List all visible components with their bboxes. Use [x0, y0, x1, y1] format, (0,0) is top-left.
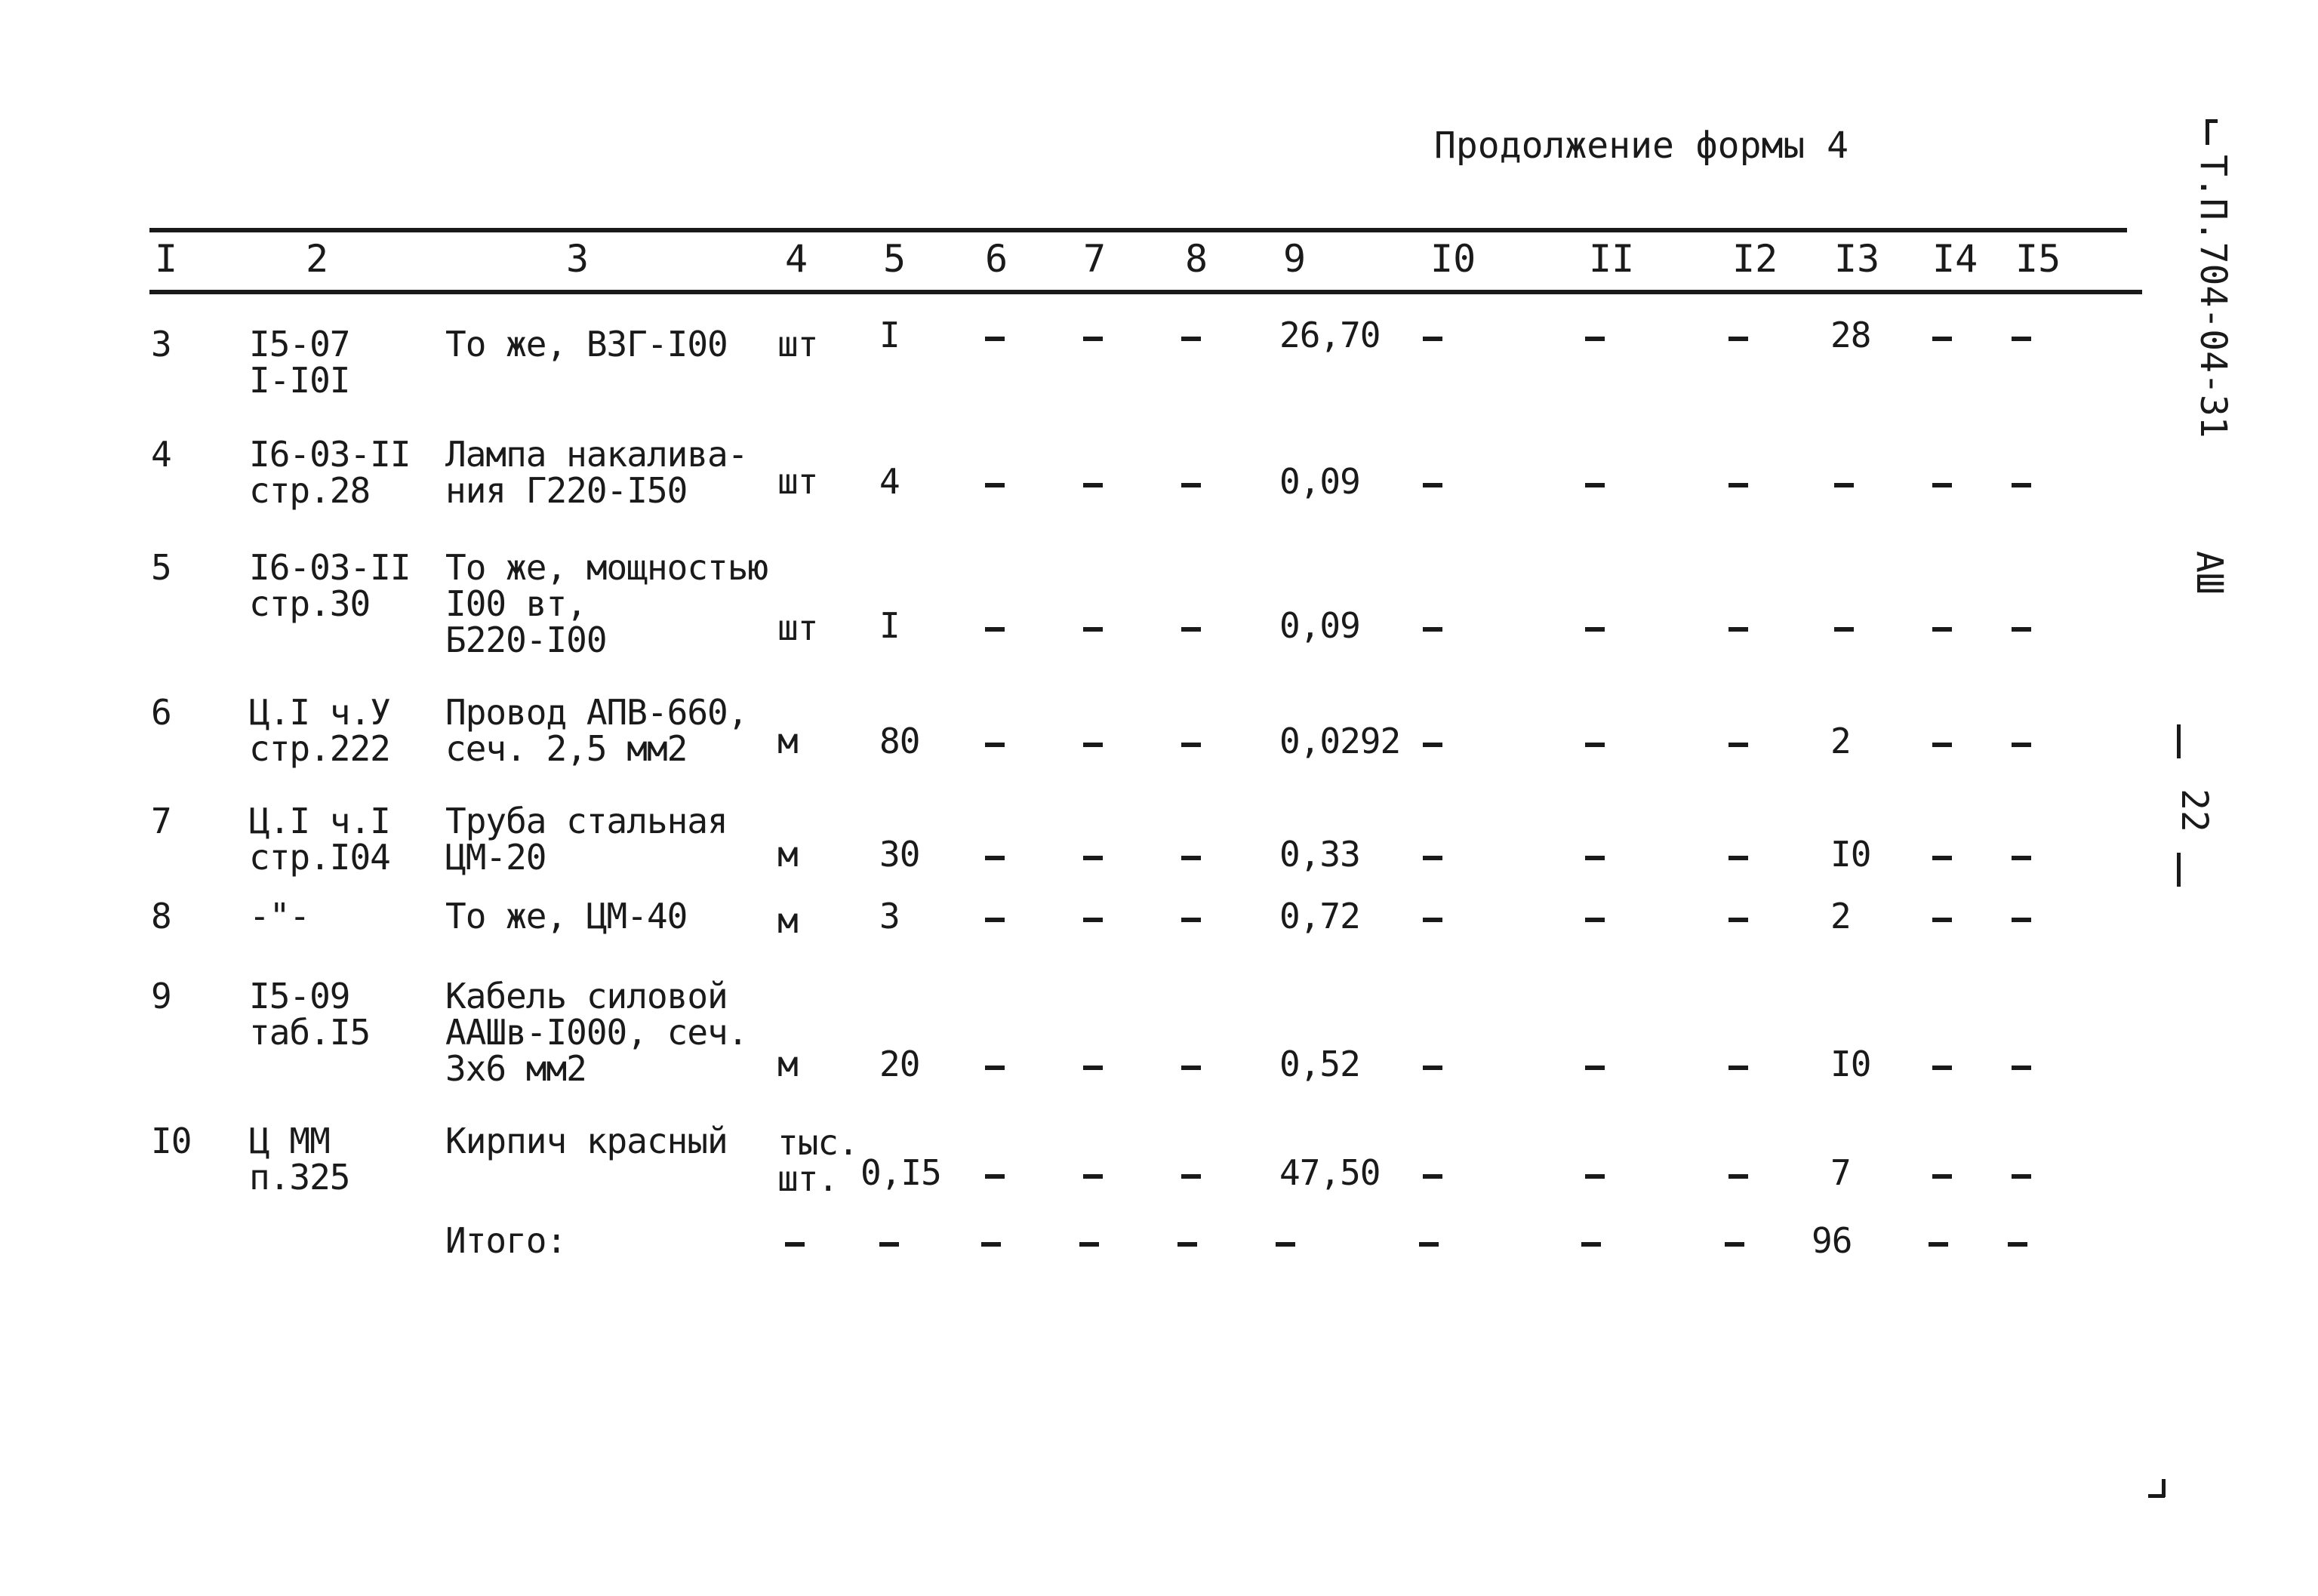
norm-reference: -"-	[249, 896, 310, 936]
empty-dash	[1181, 743, 1201, 747]
item-description: ния Г220-I50	[445, 470, 688, 511]
empty-dash	[985, 743, 1005, 747]
corner-mark-top	[2206, 119, 2209, 145]
empty-dash	[1083, 483, 1103, 487]
norm-reference: Ц.I ч.У	[249, 692, 390, 733]
column-header-9: 9	[1283, 237, 1307, 281]
empty-dash	[785, 1242, 805, 1247]
empty-dash	[1728, 1174, 1748, 1179]
column-13-value: 2	[1830, 896, 1851, 936]
page-title: Продолжение формы 4	[1434, 125, 1849, 167]
side-album-label: АШ	[2188, 551, 2230, 595]
unit-price: 0,52	[1279, 1044, 1360, 1084]
empty-dash	[1083, 856, 1103, 860]
empty-dash	[1419, 1242, 1439, 1247]
empty-dash	[1581, 1242, 1601, 1247]
item-description: 3х6 мм2	[445, 1048, 586, 1089]
column-13-value: 7	[1830, 1152, 1851, 1193]
item-description: То же, ЦМ-40	[445, 896, 688, 936]
norm-reference: Ц.I ч.I	[249, 801, 390, 841]
empty-dash	[1423, 483, 1442, 487]
empty-dash	[2012, 1174, 2031, 1179]
empty-dash	[2012, 918, 2031, 922]
row-number: 5	[151, 547, 171, 588]
empty-dash	[1423, 1174, 1442, 1179]
column-13-value: 2	[1830, 721, 1851, 761]
unit: шт	[777, 324, 818, 364]
empty-dash	[1932, 856, 1952, 860]
unit-price: 47,50	[1279, 1152, 1381, 1193]
item-description: Б220-I00	[445, 620, 607, 660]
empty-dash	[1181, 856, 1201, 860]
norm-reference: I6-03-II	[249, 434, 411, 475]
total-column-13: 96	[1812, 1220, 1852, 1261]
empty-dash	[1834, 483, 1854, 487]
empty-dash	[1932, 743, 1952, 747]
column-header-15: I5	[2015, 237, 2061, 281]
quantity: 30	[879, 834, 920, 875]
item-description: Провод АПВ-660,	[445, 692, 748, 733]
empty-dash	[1585, 483, 1605, 487]
row-number: 3	[151, 324, 171, 364]
empty-dash	[1181, 483, 1201, 487]
quantity: 0,I5	[860, 1152, 941, 1193]
side-tick-upper	[2177, 724, 2181, 758]
empty-dash	[981, 1242, 1001, 1247]
quantity: 20	[879, 1044, 920, 1084]
item-description: Кабель силовой	[445, 976, 728, 1016]
norm-reference: стр.I04	[249, 837, 390, 878]
empty-dash	[985, 1066, 1005, 1070]
empty-dash	[1585, 337, 1605, 341]
item-description: Кирпич красный	[445, 1121, 728, 1161]
item-description: Труба стальная	[445, 801, 728, 841]
empty-dash	[1585, 1174, 1605, 1179]
empty-dash	[2012, 743, 2031, 747]
unit-price: 0,33	[1279, 834, 1360, 875]
empty-dash	[1083, 1066, 1103, 1070]
empty-dash	[1181, 918, 1201, 922]
unit: шт	[777, 607, 818, 648]
unit-price: 26,70	[1279, 315, 1381, 355]
empty-dash	[1423, 627, 1442, 632]
empty-dash	[1181, 1174, 1201, 1179]
norm-reference: стр.30	[249, 583, 371, 624]
norm-reference: I-I0I	[249, 360, 350, 401]
side-document-code: Т.П.704-04-31	[2192, 155, 2234, 438]
side-page-number: 22	[2173, 789, 2215, 832]
column-header-10: I0	[1430, 237, 1476, 281]
column-13-value: I0	[1830, 1044, 1871, 1084]
quantity: 4	[879, 461, 900, 502]
unit-price: 0,0292	[1279, 721, 1401, 761]
empty-dash	[1932, 337, 1952, 341]
norm-reference: I5-09	[249, 976, 350, 1016]
empty-dash	[2012, 337, 2031, 341]
unit-price: 0,72	[1279, 896, 1360, 936]
corner-mark-top-h	[2206, 119, 2218, 123]
empty-dash	[1423, 918, 1442, 922]
table-top-rule	[149, 228, 2127, 232]
item-description: I00 вт,	[445, 583, 586, 624]
item-description: ЦМ-20	[445, 837, 546, 878]
empty-dash	[985, 483, 1005, 487]
empty-dash	[1585, 627, 1605, 632]
empty-dash	[2012, 483, 2031, 487]
empty-dash	[1083, 743, 1103, 747]
unit: шт.	[777, 1158, 839, 1199]
empty-dash	[1423, 337, 1442, 341]
norm-reference: Ц ММ	[249, 1121, 330, 1161]
empty-dash	[985, 627, 1005, 632]
empty-dash	[1728, 918, 1748, 922]
empty-dash	[1276, 1242, 1295, 1247]
empty-dash	[1728, 1066, 1748, 1070]
column-header-4: 4	[785, 237, 808, 281]
quantity: 80	[879, 721, 920, 761]
unit: м	[777, 900, 798, 941]
empty-dash	[1585, 856, 1605, 860]
quantity: I	[879, 605, 900, 646]
unit-price: 0,09	[1279, 605, 1360, 646]
norm-reference: таб.I5	[249, 1012, 371, 1053]
empty-dash	[1585, 743, 1605, 747]
norm-reference: п.325	[249, 1157, 350, 1198]
empty-dash	[1177, 1242, 1197, 1247]
empty-dash	[1932, 918, 1952, 922]
empty-dash	[1728, 856, 1748, 860]
item-description: То же, мощностью	[445, 547, 768, 588]
corner-mark-bottom-h	[2148, 1494, 2165, 1498]
empty-dash	[1083, 918, 1103, 922]
item-description: ААШв-I000, сеч.	[445, 1012, 748, 1053]
row-number: I0	[151, 1121, 192, 1161]
column-header-5: 5	[883, 237, 907, 281]
side-tick-lower	[2177, 853, 2181, 887]
item-description: То же, ВЗГ-I00	[445, 324, 728, 364]
row-number: 6	[151, 692, 171, 733]
row-number: 7	[151, 801, 171, 841]
empty-dash	[985, 337, 1005, 341]
column-header-7: 7	[1083, 237, 1107, 281]
empty-dash	[1932, 483, 1952, 487]
empty-dash	[985, 1174, 1005, 1179]
empty-dash	[2012, 856, 2031, 860]
empty-dash	[1083, 337, 1103, 341]
empty-dash	[2008, 1242, 2027, 1247]
row-number: 8	[151, 896, 171, 936]
unit: м	[777, 1044, 798, 1084]
row-number: 4	[151, 434, 171, 475]
total-label: Итого:	[445, 1220, 567, 1261]
table-header-rule	[149, 290, 2142, 294]
empty-dash	[1728, 483, 1748, 487]
empty-dash	[1728, 627, 1748, 632]
norm-reference: стр.222	[249, 728, 390, 769]
row-number: 9	[151, 976, 171, 1016]
item-description: сеч. 2,5 мм2	[445, 728, 688, 769]
item-description: Лампа накалива-	[445, 434, 748, 475]
empty-dash	[1585, 1066, 1605, 1070]
norm-reference: стр.28	[249, 470, 371, 511]
column-header-14: I4	[1932, 237, 1978, 281]
empty-dash	[1932, 627, 1952, 632]
quantity: I	[879, 315, 900, 355]
empty-dash	[1932, 1066, 1952, 1070]
empty-dash	[1181, 1066, 1201, 1070]
column-header-12: I2	[1732, 237, 1778, 281]
empty-dash	[1725, 1242, 1744, 1247]
norm-reference: I5-07	[249, 324, 350, 364]
column-header-13: I3	[1834, 237, 1880, 281]
empty-dash	[1181, 627, 1201, 632]
empty-dash	[985, 918, 1005, 922]
empty-dash	[1585, 918, 1605, 922]
empty-dash	[1083, 1174, 1103, 1179]
column-header-1: I	[155, 237, 178, 281]
empty-dash	[985, 856, 1005, 860]
column-13-value: 28	[1830, 315, 1871, 355]
column-header-11: II	[1589, 237, 1635, 281]
column-header-3: 3	[566, 237, 590, 281]
empty-dash	[1083, 627, 1103, 632]
empty-dash	[1423, 856, 1442, 860]
empty-dash	[1728, 337, 1748, 341]
empty-dash	[879, 1242, 899, 1247]
unit-price: 0,09	[1279, 461, 1360, 502]
column-header-6: 6	[985, 237, 1008, 281]
empty-dash	[1929, 1242, 1948, 1247]
empty-dash	[1834, 627, 1854, 632]
empty-dash	[1932, 1174, 1952, 1179]
empty-dash	[1079, 1242, 1099, 1247]
empty-dash	[1423, 743, 1442, 747]
column-header-8: 8	[1185, 237, 1208, 281]
empty-dash	[2012, 1066, 2031, 1070]
unit: тыс.	[777, 1122, 858, 1163]
column-header-2: 2	[306, 237, 329, 281]
empty-dash	[1181, 337, 1201, 341]
empty-dash	[1728, 743, 1748, 747]
unit: м	[777, 721, 798, 761]
quantity: 3	[879, 896, 900, 936]
column-13-value: I0	[1830, 834, 1871, 875]
empty-dash	[1423, 1066, 1442, 1070]
empty-dash	[2012, 627, 2031, 632]
unit: шт	[777, 461, 818, 502]
unit: м	[777, 834, 798, 875]
norm-reference: I6-03-II	[249, 547, 411, 588]
